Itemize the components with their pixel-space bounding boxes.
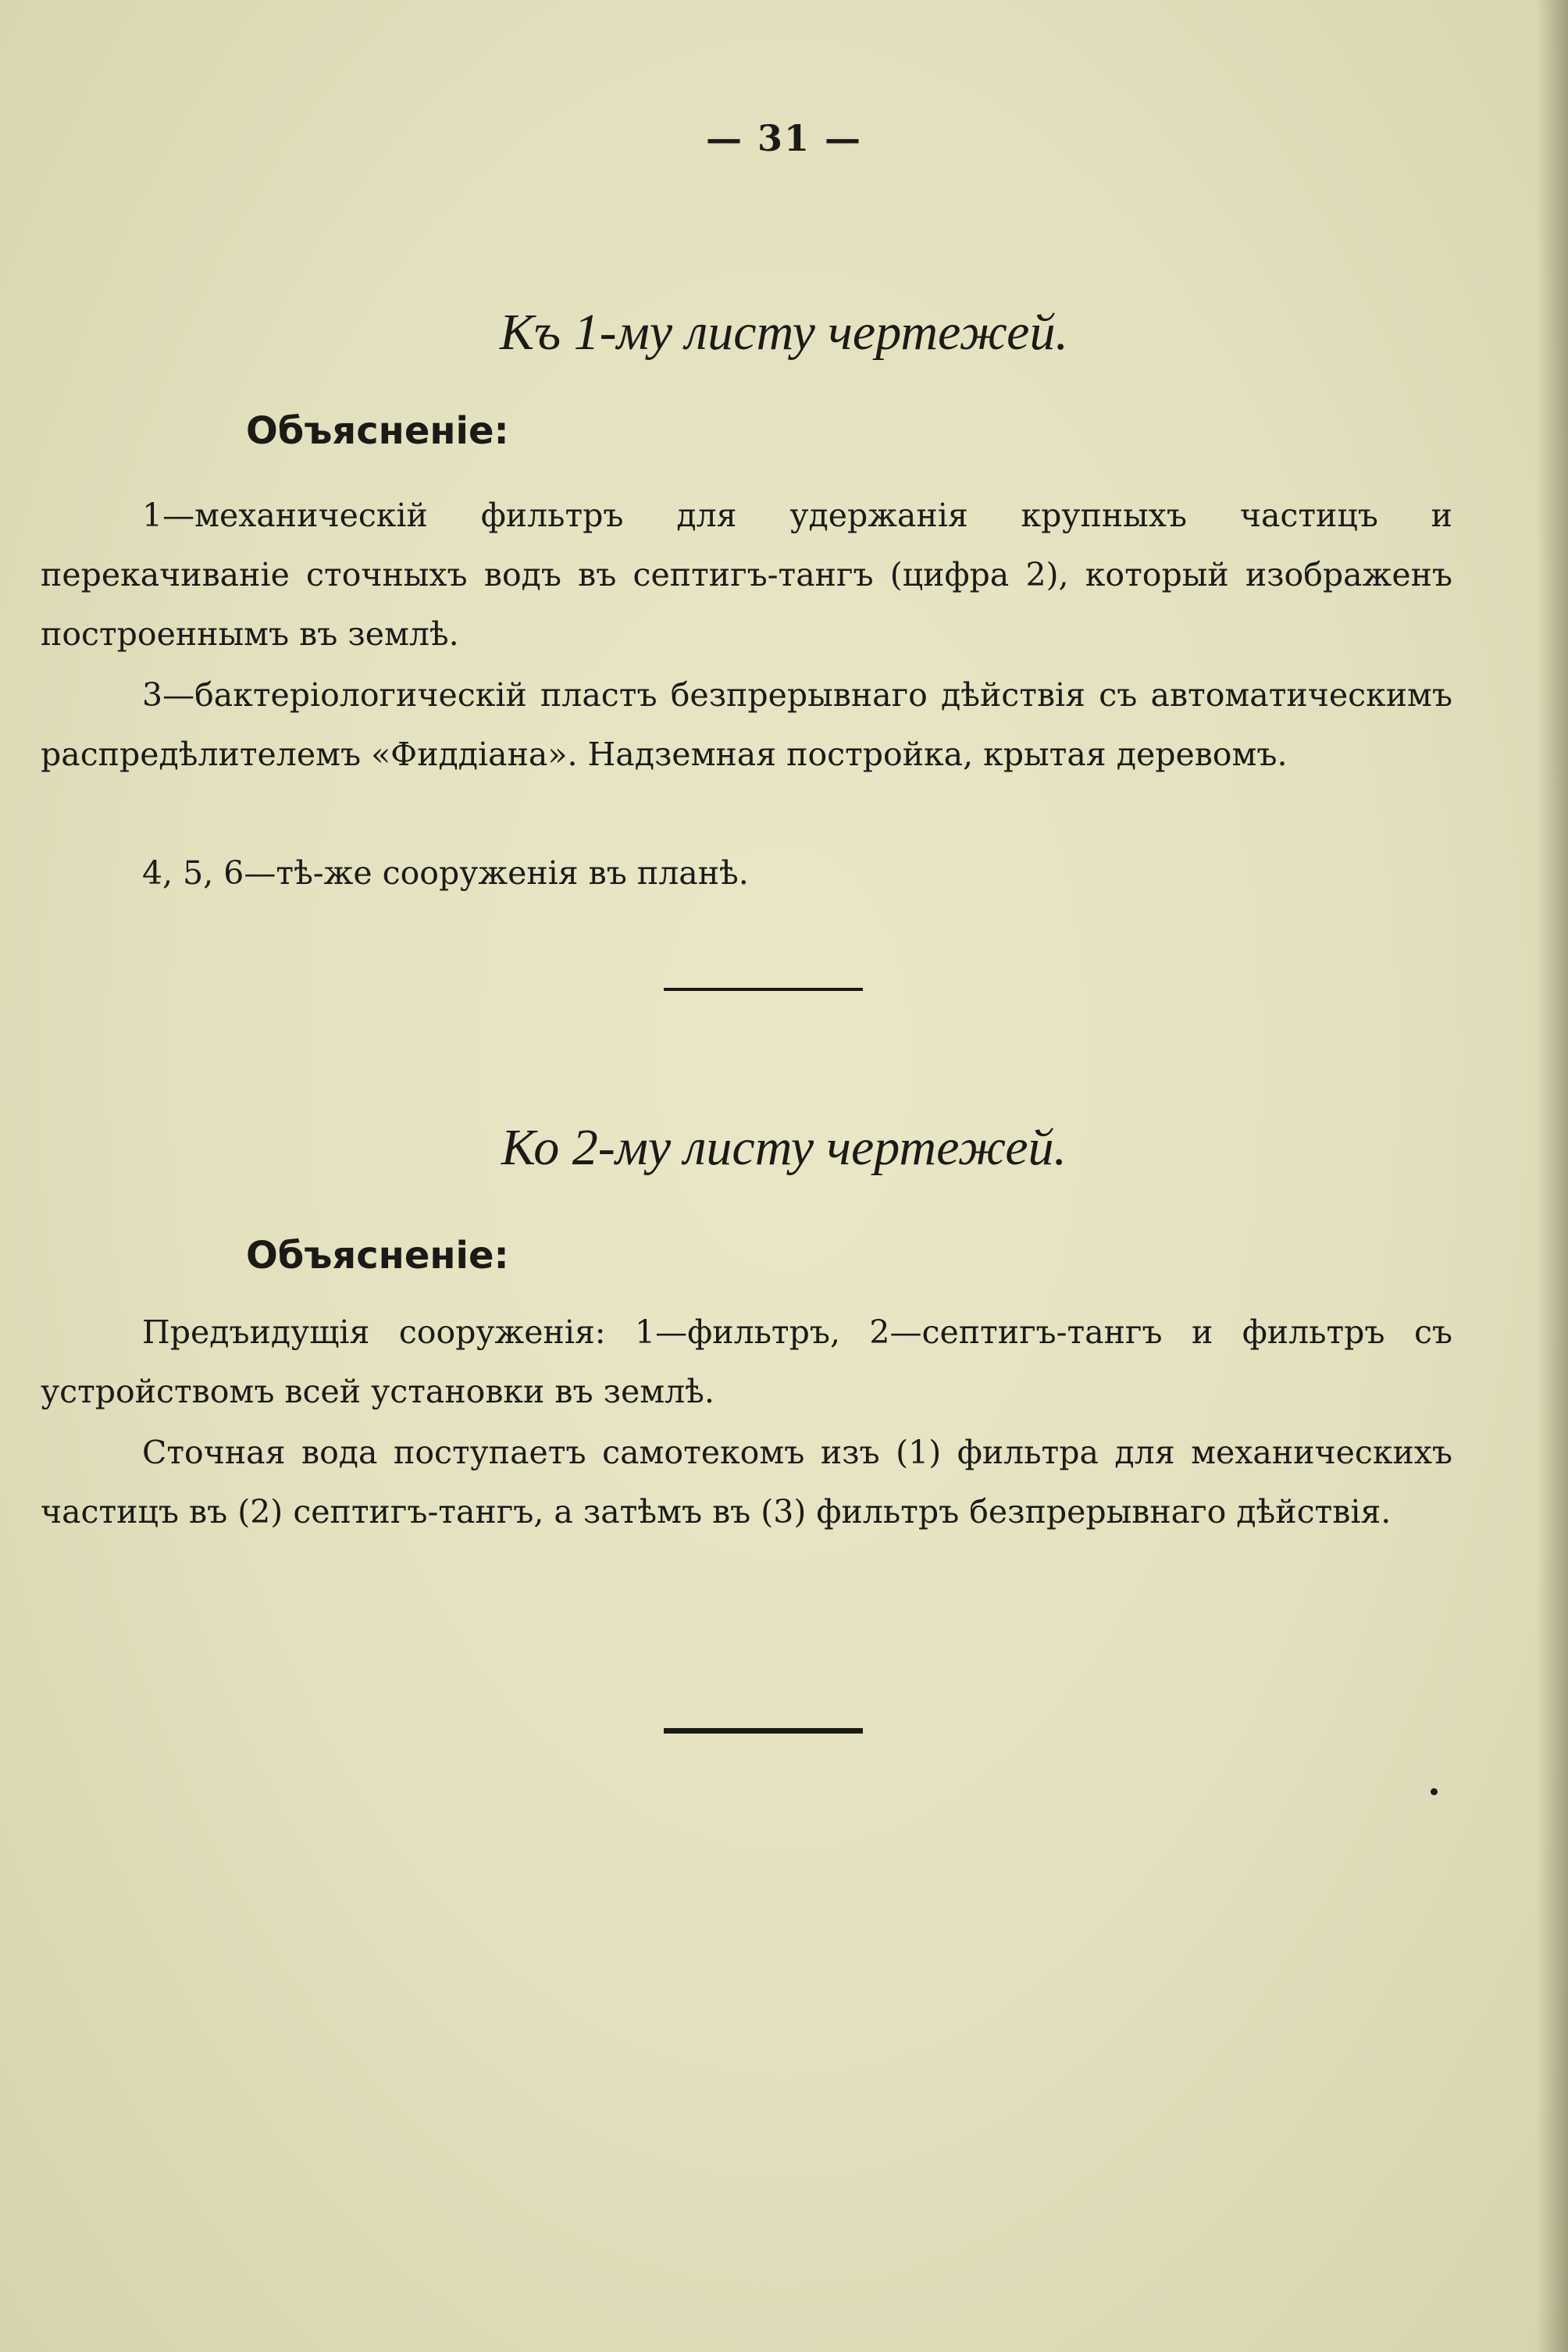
section-1-explanation-label: Объясненіе: bbox=[246, 409, 509, 453]
section-2-title: Ко 2-му листу чертежей. bbox=[501, 1119, 1067, 1176]
section-divider-1 bbox=[664, 988, 863, 991]
section-divider-2 bbox=[664, 1728, 863, 1734]
ink-speck bbox=[1431, 1788, 1438, 1795]
section-1-paragraph-1: 1—механическій фильтръ для удержанія крупныхъ частицъ и перекачиваніе сточныхъ водъ въ септигъ-тангъ (цифра 2), который изображенъ построеннымъ въ землѣ. bbox=[41, 497, 1452, 653]
section-2-paragraph-1: Предъидущія сооруженія: 1—фильтръ, 2—септигъ-тангъ и фильтръ съ устройствомъ всей установки въ землѣ. bbox=[41, 1313, 1452, 1410]
section-1-paragraph-3: 4, 5, 6—тѣ-же сооруженія въ планѣ. bbox=[142, 854, 749, 892]
section-2-paragraph-2: Сточная вода поступаетъ самотекомъ изъ (1) фильтра для механическихъ частицъ въ (2) септигъ-тангъ, а затѣмъ въ (3) фильтръ безпрерывнаго дѣйствія. bbox=[41, 1434, 1452, 1531]
section-1-paragraph-2: 3—бактеріологическій пластъ безпрерывнаго дѣйствія съ автоматическимъ распредѣлителемъ «Фиддіана». Надземная постройка, крытая деревомъ. bbox=[41, 676, 1452, 773]
section-1-title: Къ 1-му листу чертежей. bbox=[500, 304, 1068, 361]
page-number: — 31 — bbox=[705, 117, 863, 159]
section-2-explanation-label: Объясненіе: bbox=[246, 1234, 509, 1278]
